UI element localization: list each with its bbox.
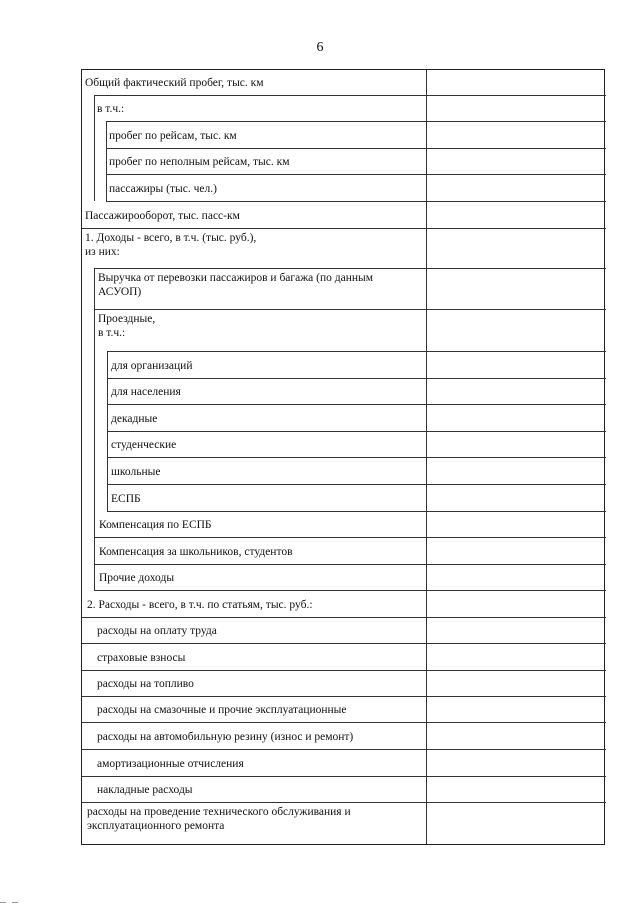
row-label-line: эксплуатационного ремонта	[87, 820, 225, 832]
row-label	[111, 385, 181, 399]
value-cell[interactable]	[427, 538, 604, 563]
row-label-line: 1. Доходы - всего, в т.ч. (тыс. руб.),	[85, 232, 257, 244]
row-label-line: декадные	[111, 413, 158, 425]
row-label	[99, 545, 293, 559]
indent-guide	[106, 148, 107, 174]
row-label-line: Прочие доходы	[99, 572, 175, 584]
value-cell[interactable]	[427, 269, 604, 308]
indent-guide	[106, 174, 107, 201]
row-label	[97, 757, 244, 771]
row-label	[109, 155, 289, 169]
row-label-line: 2. Расходы - всего, в т.ч. по статьям, тыс. руб.:	[87, 599, 313, 611]
row-label-line: в т.ч.:	[97, 103, 125, 115]
row-label-line: расходы на оплату труда	[97, 625, 217, 637]
indent-guide	[94, 511, 95, 537]
row-label	[85, 231, 256, 259]
value-cell[interactable]	[427, 405, 604, 430]
indent-guide	[94, 95, 95, 121]
value-cell[interactable]	[427, 591, 604, 616]
indent-guide	[107, 378, 108, 404]
row-label	[87, 805, 351, 833]
row-label	[99, 571, 174, 585]
value-cell[interactable]	[427, 149, 604, 173]
row-label	[97, 703, 347, 717]
row-label-line: Выручка от перевозки пассажиров и багажа (по данным	[98, 272, 374, 284]
row-label	[111, 359, 193, 373]
value-cell[interactable]	[427, 310, 604, 350]
indent-guide	[107, 457, 108, 484]
row-label-line: пробег по неполным рейсам, тыс. км	[109, 156, 290, 168]
row-label-line: пробег по рейсам, тыс. км	[109, 130, 237, 142]
value-cell[interactable]	[427, 352, 604, 377]
value-cell[interactable]	[427, 458, 604, 483]
row-label-line: расходы на проведение технического обслуживания и	[87, 806, 351, 818]
value-cell[interactable]	[427, 803, 604, 844]
indent-guide	[107, 351, 108, 378]
row-label	[111, 492, 141, 506]
value-cell[interactable]	[427, 512, 604, 536]
value-cell[interactable]	[427, 723, 604, 748]
value-cell[interactable]	[427, 565, 604, 589]
row-label	[85, 209, 240, 223]
value-cell[interactable]	[427, 485, 604, 510]
row-label-line: Компенсация по ЕСПБ	[99, 519, 212, 531]
value-cell[interactable]	[427, 96, 604, 120]
value-cell[interactable]	[427, 644, 604, 669]
row-label-line: студенческие	[111, 439, 177, 451]
row-label-line: Пассажирооборот, тыс. пасс-км	[85, 210, 240, 222]
row-label	[97, 783, 193, 797]
indent-guide	[94, 309, 95, 351]
row-label-line: для организаций	[111, 360, 193, 372]
row-label	[109, 129, 237, 143]
row-label	[97, 624, 217, 638]
row-label-line: расходы на автомобильную резину (износ и ремонт)	[97, 731, 354, 743]
value-cell[interactable]	[427, 70, 604, 94]
value-cell[interactable]	[427, 697, 604, 721]
value-cell[interactable]	[427, 202, 604, 227]
row-label-line: Проездные,	[98, 313, 156, 325]
row-label-line: страховые взносы	[97, 652, 186, 664]
row-label	[97, 651, 185, 665]
row-label-line: пассажиры (тыс. чел.)	[109, 183, 217, 195]
indent-guide	[107, 484, 108, 511]
indent-guide	[94, 564, 95, 590]
row-label-line: Компенсация за школьников, студентов	[99, 546, 293, 558]
row-label-line: расходы на топливо	[97, 678, 194, 690]
value-cell[interactable]	[427, 671, 604, 695]
row-label-line: школьные	[111, 466, 161, 478]
value-cell[interactable]	[427, 750, 604, 775]
row-label	[109, 182, 217, 196]
row-label-line: ЕСПБ	[111, 493, 141, 505]
row-label-line: амортизационные отчисления	[97, 758, 244, 770]
value-cell[interactable]	[427, 618, 604, 642]
row-label-line: для населения	[111, 386, 181, 398]
row-label	[97, 677, 194, 691]
row-label	[97, 730, 353, 744]
row-label	[97, 102, 124, 116]
value-cell[interactable]	[427, 122, 604, 147]
value-cell[interactable]	[427, 229, 604, 267]
row-label	[111, 412, 157, 426]
row-label	[111, 438, 176, 452]
row-label-line: из них:	[85, 246, 120, 258]
row-label	[85, 76, 264, 90]
page-number: 6	[316, 40, 324, 55]
row-label-line: АСУОП)	[98, 286, 142, 298]
indent-guide	[94, 121, 95, 201]
row-label	[99, 518, 212, 532]
row-label	[98, 312, 155, 340]
row-label	[87, 598, 313, 612]
row-label-line: Общий фактический пробег, тыс. км	[85, 77, 264, 89]
report-table	[81, 69, 605, 845]
value-cell[interactable]	[427, 777, 604, 801]
row-label-line: расходы на смазочные и прочие эксплуатационные	[97, 704, 347, 716]
indent-guide	[106, 121, 107, 148]
row-label-line: в т.ч.:	[98, 327, 126, 339]
indent-guide	[94, 537, 95, 564]
indent-guide	[107, 431, 108, 457]
indent-guide	[107, 404, 108, 431]
row-label	[111, 465, 160, 479]
row-label-line: накладные расходы	[97, 784, 193, 796]
page-edge-marks: — —	[0, 898, 19, 909]
value-cell[interactable]	[427, 379, 604, 403]
indent-guide	[94, 268, 95, 309]
value-cell[interactable]	[427, 432, 604, 456]
indent-guide	[94, 351, 95, 511]
row-label	[98, 271, 373, 299]
value-cell[interactable]	[427, 175, 604, 200]
